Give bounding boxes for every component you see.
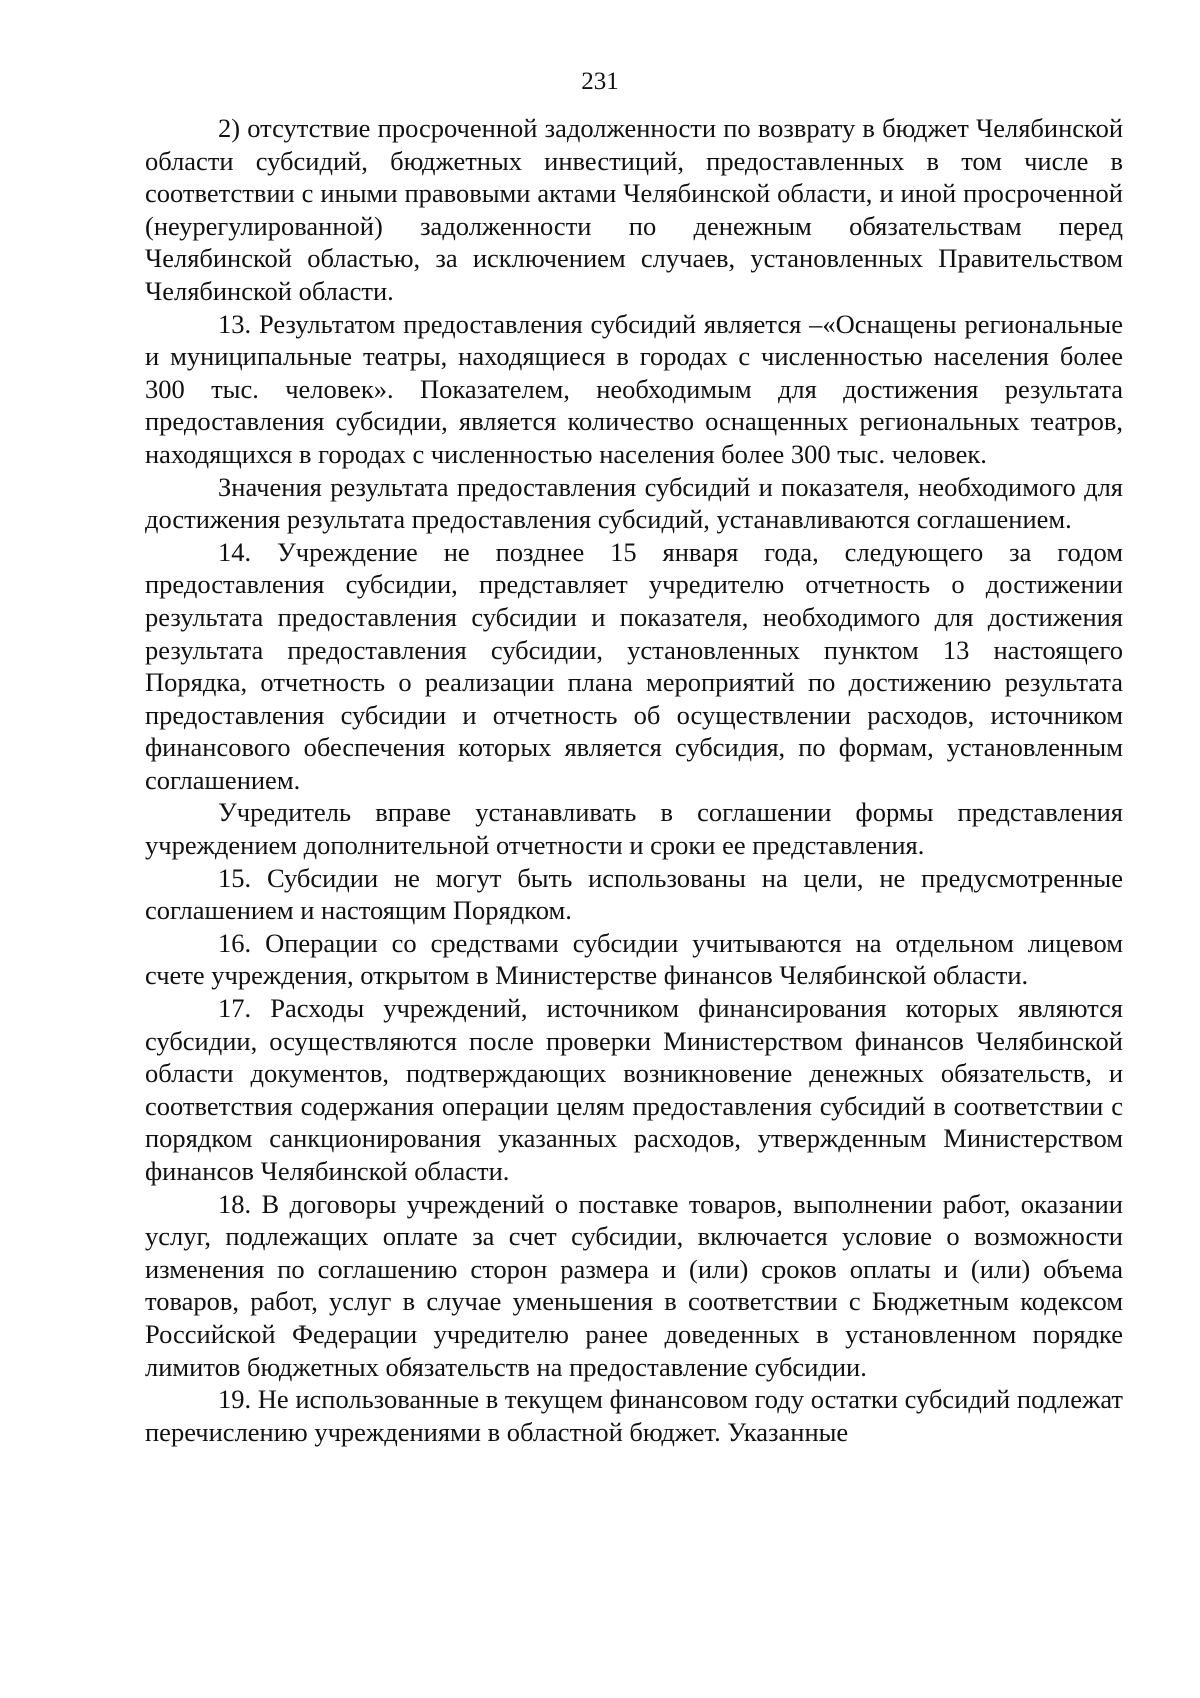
document-body: [145, 112, 1123, 1448]
paragraph-17-expense-verification: 17. Расходы учреждений, источником финансирования которых являются субсидии, осуществляются после проверки Министерством финансов Челябинской области документов, подтверждающих возникновение денежных обязательств, и соответствия содержания операции целям предоставления субсидий в соответствии с порядком санкционирования указанных расходов, утвержденным Министерством финансов Челябинской области.: [145, 993, 1123, 1186]
paragraph-19-unused-balances: 19. Не использованные в текущем финансовом году остатки субсидий подлежат перечислению учреждениями в областной бюджет. Указанные: [145, 1384, 1123, 1447]
paragraph-13-subsidy-result: 13. Результатом предоставления субсидий является –«Оснащены региональные и муниципальные театры, находящиеся в городах с численностью населения более 300 тыс. человек». Показателем, необходимым для достижения результата предоставления субсидии, является количество оснащенных региональных театров, находящихся в городах с численностью населения более 300 тыс. человек.: [145, 308, 1123, 469]
paragraph-item-2-no-overdue-debt: 2) отсутствие просроченной задолженности по возврату в бюджет Челябинской области субсидий, бюджетных инвестиций, предоставленных в том числе в соответствии с иными правовыми актами Челябинской области, и иной просроченной (неурегулированной) задолженности по денежным обязательствам перед Челябинской областью, за исключением случаев, установленных Правительством Челябинской области.: [145, 113, 1123, 306]
page-number: 231: [581, 68, 619, 95]
paragraph-16-account-operations: 16. Операции со средствами субсидии учитываются на отдельном лицевом счете учреждения, открытом в Министерстве финансов Челябинской области.: [145, 927, 1123, 991]
paragraph-14-reporting: 14. Учреждение не позднее 15 января года, следующего за годом предоставления субсидии, представляет учредителю отчетность о достижении результата предоставления субсидии и показателя, необходимого для достижения результата предоставления субсидии, установленных пунктом 13 настоящего Порядка, отчетность о реализации плана мероприятий по достижению результата предоставления субсидии и отчетность об осуществлении расходов, источником финансового обеспечения которых является субсидия, по формам, установленным соглашением.: [145, 536, 1123, 795]
paragraph-18-contract-conditions: 18. В договоры учреждений о поставке товаров, выполнении работ, оказании услуг, подлежащих оплате за счет субсидии, включается условие о возможности изменения по соглашению сторон размера и (или) сроков оплаты и (или) объема товаров, работ, услуг в случае уменьшения в соответствии с Бюджетным кодексом Российской Федерации учредителю ранее доведенных в установленном порядке лимитов бюджетных обязательств на предоставление субсидии.: [145, 1188, 1123, 1382]
paragraph-result-values: Значения результата предоставления субсидий и показателя, необходимого для достижения результата предоставления субсидий, устанавливаются соглашением.: [145, 471, 1123, 535]
paragraph-additional-reporting: Учредитель вправе устанавливать в соглашении формы представления учреждением дополнительной отчетности и сроки ее представления.: [145, 797, 1123, 861]
paragraph-15-usage-limits: 15. Субсидии не могут быть использованы на цели, не предусмотренные соглашением и настоящим Порядком.: [145, 862, 1123, 926]
